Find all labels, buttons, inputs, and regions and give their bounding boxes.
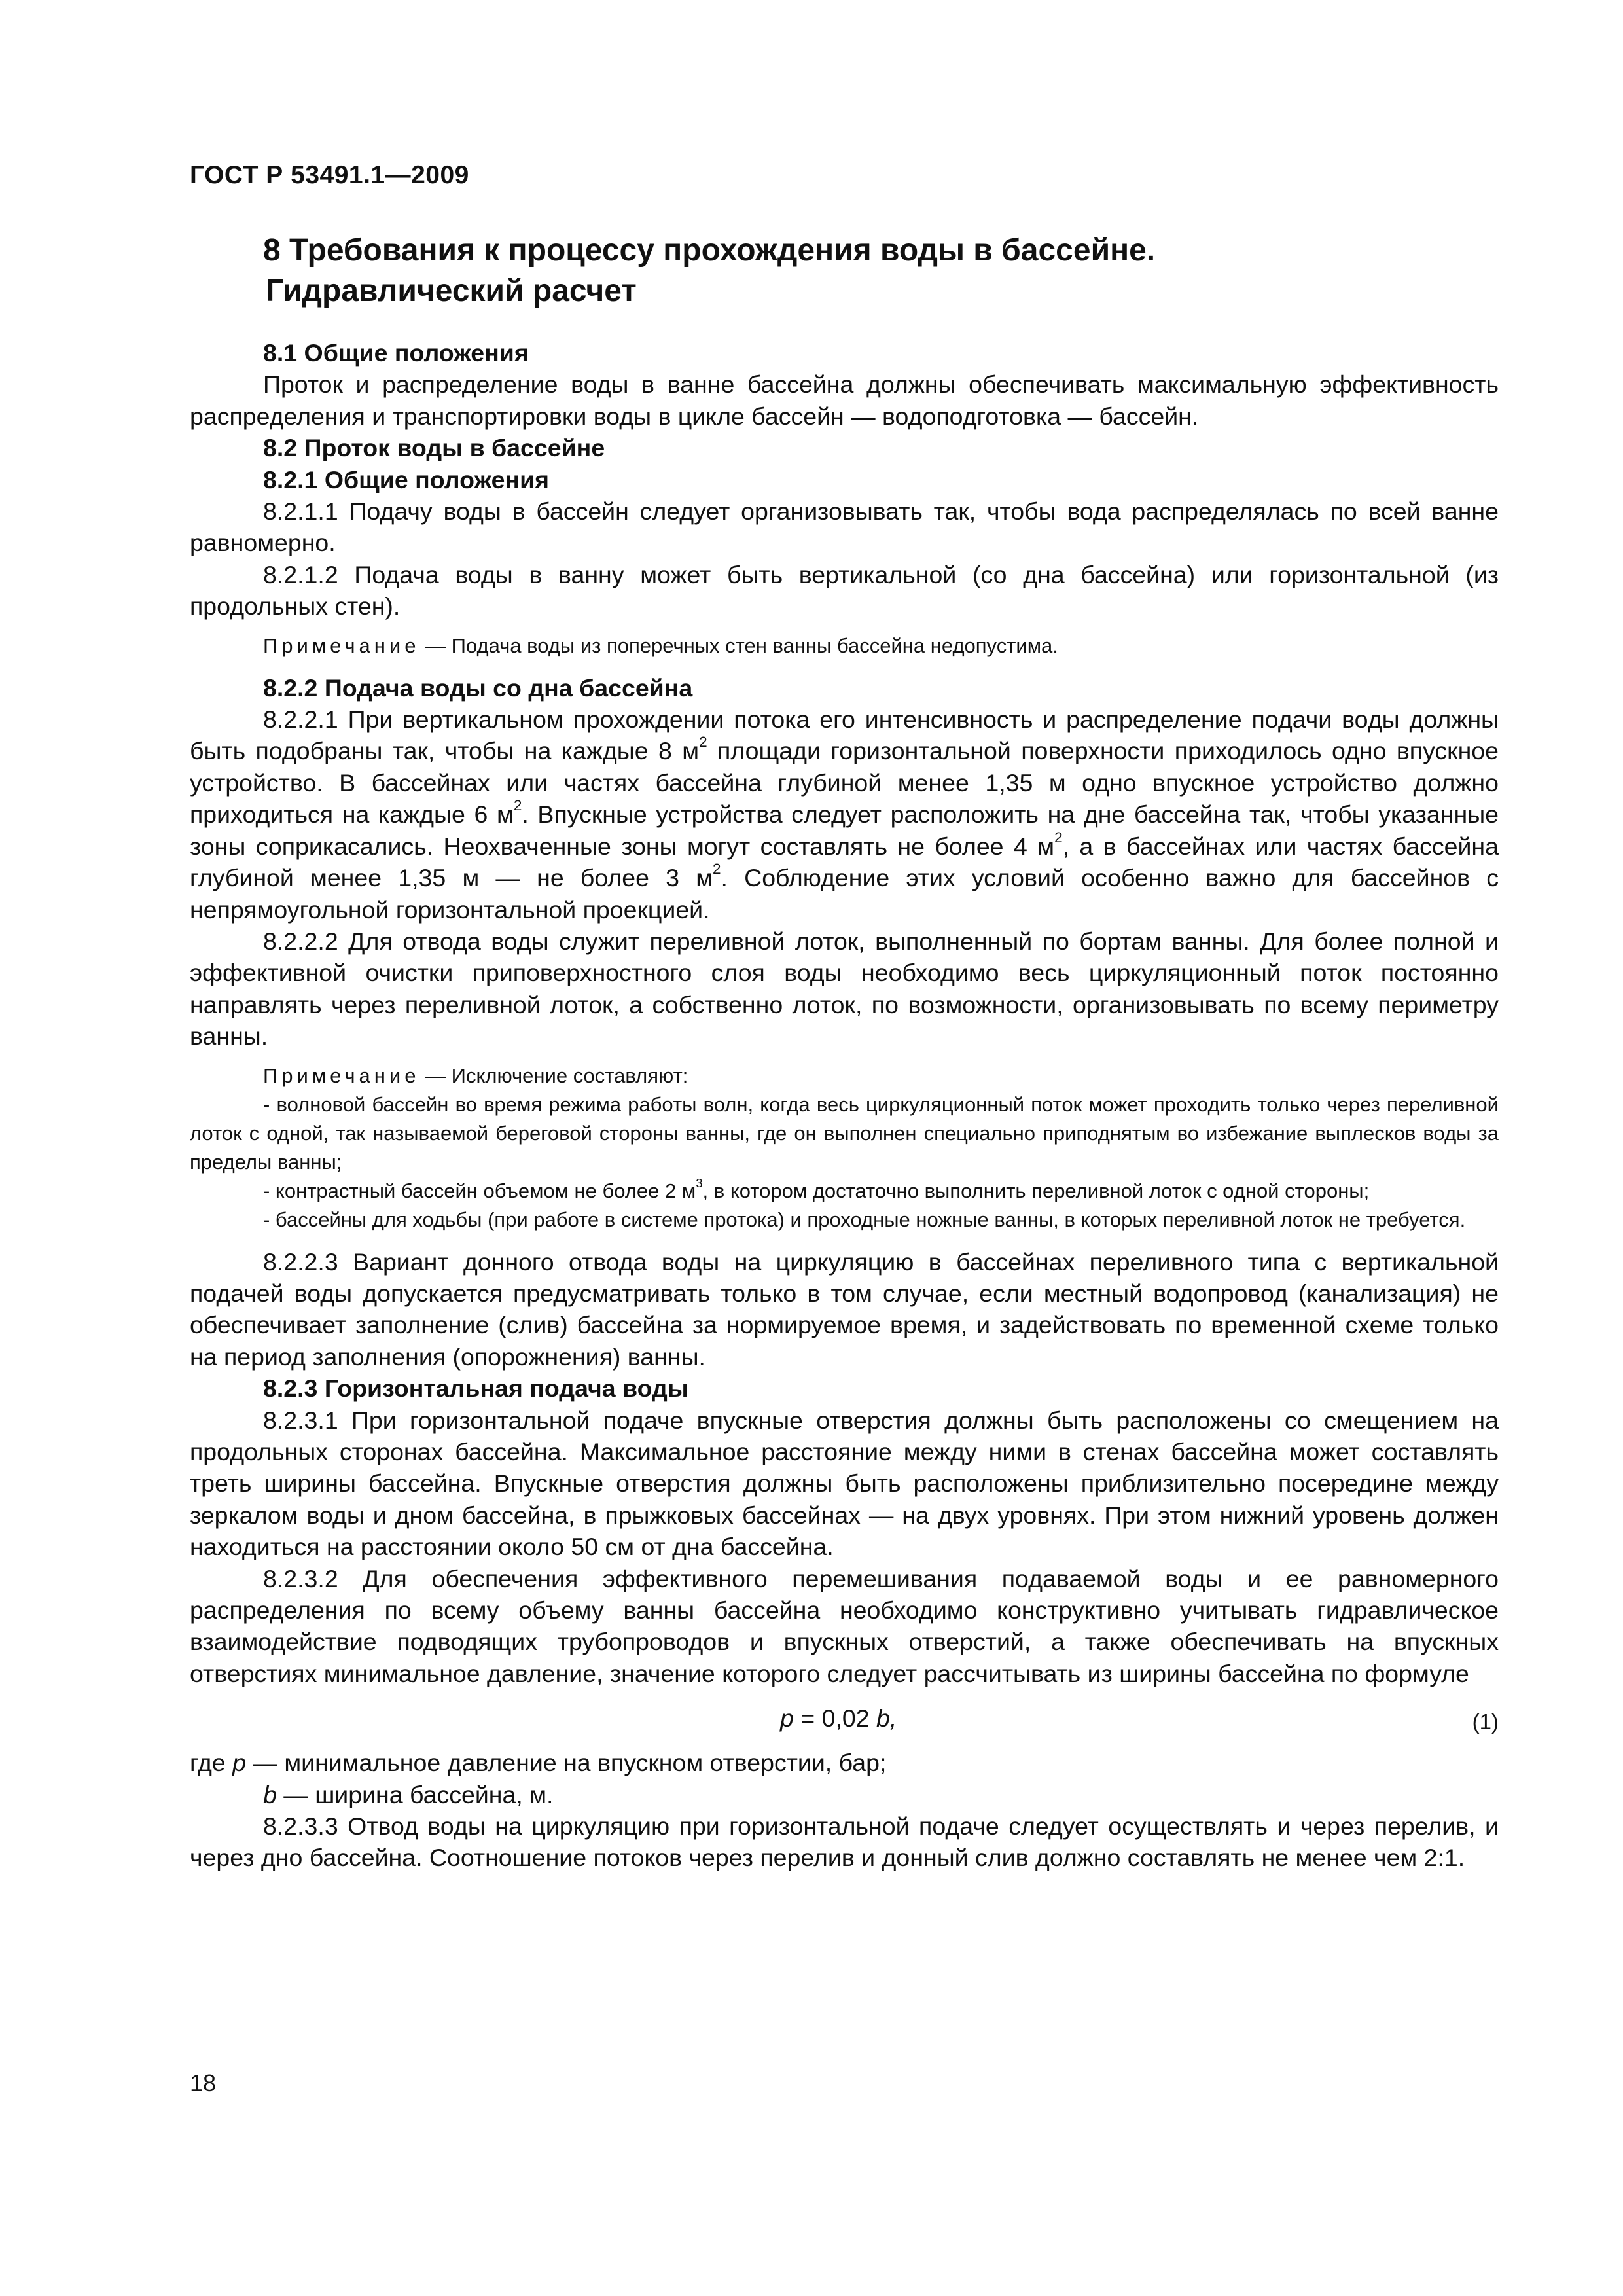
text-run: - контрастный бассейн объемом не более 2 м [263,1179,696,1202]
where-text-p: — минимальное давление на впускном отверстии, бар; [246,1749,887,1777]
formula-row [190,1698,1499,1742]
text-run: площади горизонтальной поверхности приходилось одно впускное устройство. В бассейнах или частях бассейна глубиной менее 1,35 м одно впускное устройство должно приходиться на каждые 6 м [190,737,1499,829]
section-title [263,230,1507,312]
paragraph-8-1: Проток и распределение воды в ванне бассейна должны обеспечивать максимальную эффективность распределения и транспортировки воды в цикле бассейн — водоподготовка — бассейн. [190,370,1499,430]
section-title-line-1: 8 Требования к процессу прохождения воды в бассейне. [263,233,1156,268]
paragraph-8-2-1-1: 8.2.1.1 Подачу воды в бассейн следует организовывать так, чтобы вода распределялась по всей ванне равномерно. [190,497,1499,557]
paragraph-8-2-3-3: 8.2.3.3 Отвод воды на циркуляцию при горизонтальной подаче следует осуществлять и через перелив, и через дно бассейна. Соотношение потоков через перелив и донный слив должно составлять не менее чем 2:1. [190,1812,1499,1872]
text-run: 8.2.2.1 При вертикальном прохождении потока его интенсивность и распределение подачи воды должны быть подобраны так, чтобы на каждые 8 м [190,706,1499,765]
note-label: Примечание [263,634,420,657]
note-item-2 [190,1177,1499,1206]
where-p [190,1747,1499,1778]
where-b [190,1779,1499,1810]
where-text-b: — ширина бассейна, м. [276,1780,554,1808]
formula-number: (1) [1472,1710,1499,1734]
page-number: 18 [190,2070,217,2096]
heading-8-2-2: 8.2.2 Подача воды со дна бассейна [263,673,693,702]
text-run: . Впускные устройства следует расположить на дне бассейна так, чтобы указанные зоны соприкасались. Неохваченные зоны могут составлять не более 4 м [190,800,1499,860]
formula-end: , [889,1704,897,1732]
formula [780,1702,897,1734]
where-prefix: где [190,1749,233,1777]
note-text: — Подача воды из поперечных стен ванны бассейна недопустима. [419,634,1058,657]
paragraph-8-2-3-1: 8.2.3.1 При горизонтальной подаче впускные отверстия должны быть расположены со смещением на продольных сторонах бассейна. Максимальное расстояние между ними в стенах бассейна может составлять треть ширины бассейна. Впускные отверстия должны быть расположены приблизительно посередине между зеркалом воды и дном бассейна, в прыжковых бассейнах — на двух уровнях. При этом нижний уровень должен находиться на расстоянии около 50 см от дна бассейна. [190,1406,1499,1561]
formula-var-b: b [876,1704,890,1732]
note-text: — Исключение составляют: [419,1064,688,1087]
formula-var-p: p [780,1704,794,1732]
text-run: , а в бассейнах или частях бассейна глубиной менее 1,35 м — не более 3 м [190,832,1499,892]
note-8-2-1 [190,632,1499,660]
superscript: 2 [713,860,721,877]
formula-middle: = 0,02 [793,1704,877,1732]
text-run: . Соблюдение этих условий особенно важно для бассейнов с непрямоугольной горизонтальной проекцией. [190,864,1499,924]
superscript: 2 [699,734,707,751]
note-item-1: - волновой бассейн во время режима работы волн, когда весь циркуляционный поток может проходить только через переливной лоток с одной, так называемой береговой стороны ванны, где он выполнен специально приподнятым во избежание выплесков воды за пределы ванны; [190,1092,1499,1174]
paragraph-8-2-2-3: 8.2.2.3 Вариант донного отвода воды на циркуляцию в бассейнах переливного типа с вертикальной подачей воды допускается предусматривать только в том случае, если местный водопровод (канализация) не обеспечивает заполнение (слив) бассейна за нормируемое время, и задействовать по временной схеме только на период заполнения (опорожнения) ванны. [190,1247,1499,1371]
section-title-line-2: Гидравлический расчет [266,274,637,308]
heading-8-2-1: 8.2.1 Общие положения [263,465,550,493]
superscript: 2 [1054,829,1063,846]
note-label: Примечание [263,1064,420,1087]
where-var-b: b [263,1780,277,1808]
standard-code: ГОСТ Р 53491.1—2009 [190,161,469,189]
paragraph-8-2-2-1 [190,704,1499,925]
document-body [190,337,1499,1874]
where-var-p: p [232,1749,247,1777]
note-item-3: - бассейны для ходьбы (при работе в системе протока) и проходные ножные ванны, в которых переливной лоток не требуется. [263,1208,1466,1231]
paragraph-8-2-3-2: 8.2.3.2 Для обеспечения эффективного перемешивания подаваемой воды и ее равномерного распределения по всему объему ванны бассейна необходимо конструктивно учитывать гидравлическое взаимодействие подводящих трубопроводов и впускных отверстий, а также обеспечивать на впускных отверстиях минимальное давление, значение которого следует рассчитывать из ширины бассейна по формуле [190,1564,1499,1687]
note-8-2-2 [190,1062,1499,1090]
text-run: , в котором достаточно выполнить переливной лоток с одной стороны; [702,1179,1370,1202]
superscript: 3 [696,1175,703,1190]
superscript: 2 [513,797,522,814]
heading-8-2: 8.2 Проток воды в бассейне [263,434,605,462]
paragraph-8-2-2-2: 8.2.2.2 Для отвода воды служит переливной лоток, выполненный по бортам ванны. Для более полной и эффективной очистки приповерхностного слоя воды необходимо весь циркуляционный поток постоянно направлять через переливной лоток, а собственно лоток, по возможности, организовывать по всему периметру ванны. [190,927,1499,1050]
paragraph-8-2-1-2: 8.2.1.2 Подача воды в ванну может быть вертикальной (со дна бассейна) или горизонтальной (из продольных стен). [190,560,1499,620]
heading-8-1: 8.1 Общие положения [263,339,529,367]
heading-8-2-3: 8.2.3 Горизонтальная подача воды [263,1374,688,1403]
